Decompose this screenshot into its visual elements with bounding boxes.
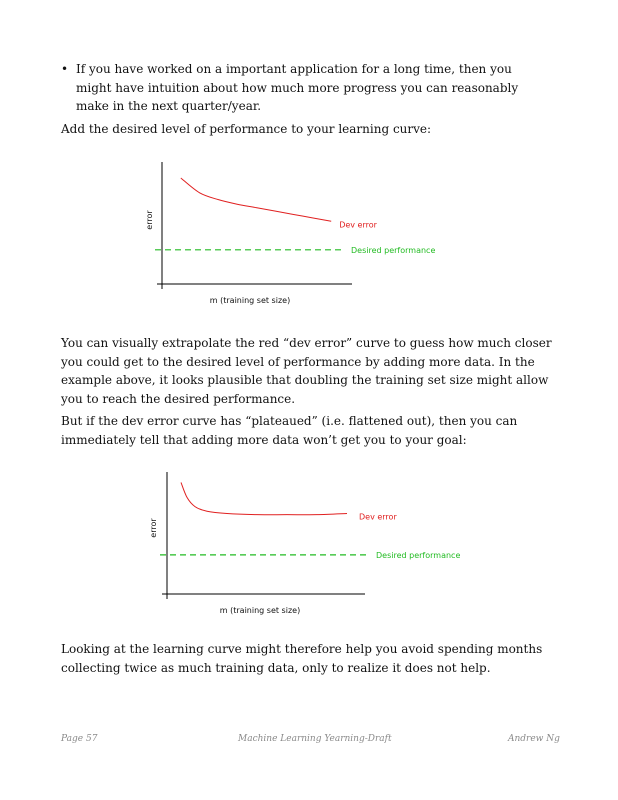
learning-curve-chart-2	[140, 472, 480, 622]
y-axis-label: error	[145, 210, 154, 230]
paragraph-conclusion: Looking at the learning curve might therefore help you avoid spending months collecting twice as much training data, only to realize it does not help.	[61, 642, 543, 675]
dev-error-curve	[181, 178, 331, 221]
paragraph-add-desired: Add the desired level of performance to your learning curve:	[61, 122, 432, 136]
y-axis-label: error	[149, 518, 158, 538]
paragraph-plateaued: But if the dev error curve has “plateaued” (i.e. flattened out), then you can immediately tell that adding more data won’t get you to your goal:	[61, 414, 518, 447]
x-axis-label: m (training set size)	[219, 606, 301, 615]
desired-performance-label: Desired performance	[376, 550, 461, 560]
footer-page-number: Page 57	[61, 734, 98, 744]
desired-performance-label: Desired performance	[351, 245, 436, 255]
footer-book-title: Machine Learning Yearning-Draft	[238, 734, 392, 744]
bullet-marker: •	[61, 62, 69, 76]
learning-curve-chart-1	[140, 160, 460, 310]
x-axis-label: m (training set size)	[209, 296, 291, 305]
bullet-text: If you have worked on a important application for a long time, then you might have intuition about how much more progress you can reasonably make in the next quarter/year.	[76, 62, 519, 113]
dev-error-label: Dev error	[339, 220, 377, 230]
dev-error-label: Dev error	[359, 512, 397, 522]
paragraph-extrapolate: You can visually extrapolate the red “dev error” curve to guess how much closer you could get to the desired level of performance by adding more data. In the example above, it looks plausible that doubling the training set size might allow you to reach the desired performance.	[61, 336, 552, 406]
footer-author: Andrew Ng	[508, 734, 560, 744]
dev-error-curve	[181, 482, 347, 514]
